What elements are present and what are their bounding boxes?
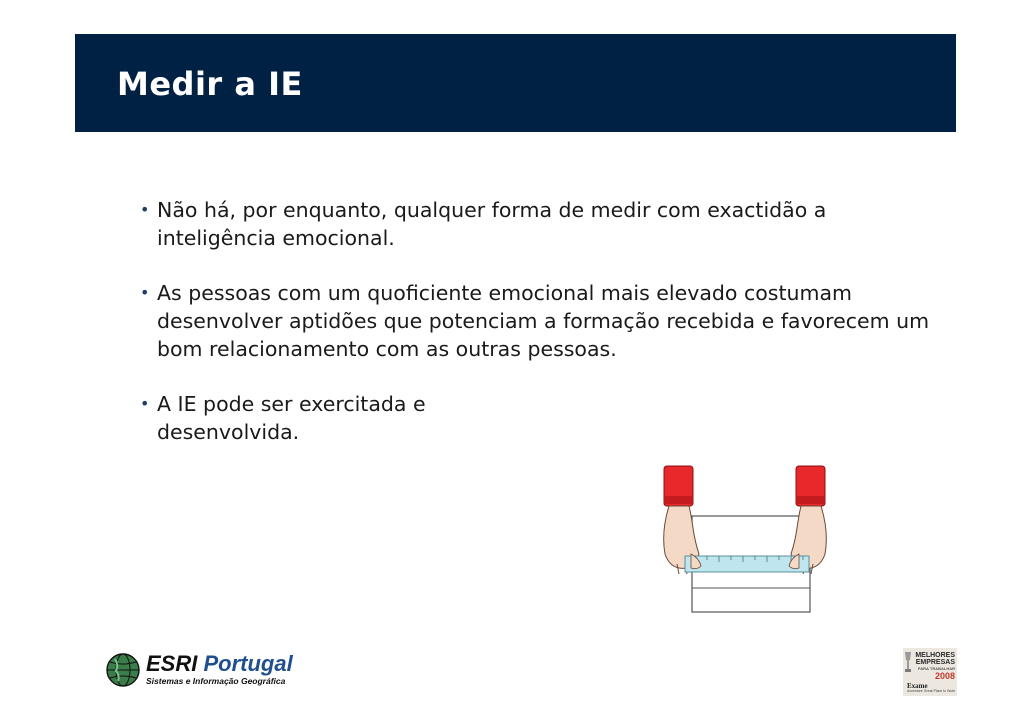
- bullet-item: [140, 279, 930, 363]
- trophy-icon: [904, 650, 912, 674]
- bullet-dot: •: [140, 394, 150, 413]
- bullet-dot: •: [140, 283, 150, 302]
- bullet-list: [140, 196, 930, 473]
- title-bar: [75, 34, 956, 132]
- logo-portugal-text: Portugal: [203, 651, 293, 676]
- bullet-text: Não há, por enquanto, qualquer forma de medir com exactidão a inteligência emocional.: [157, 198, 827, 250]
- award-badge: [903, 648, 957, 696]
- award-year: 2008: [934, 671, 955, 681]
- logo-esri-text: ESRI: [146, 651, 198, 676]
- award-line-2: EMPRESAS: [915, 659, 955, 666]
- slide-title: Medir a IE: [117, 65, 303, 103]
- award-source: Exame: [907, 682, 928, 690]
- esri-portugal-logo: [106, 652, 306, 692]
- logo-wordmark: [146, 652, 293, 676]
- bullet-item: [140, 196, 930, 252]
- bullet-dot: •: [140, 200, 150, 219]
- award-line-1: MELHORES: [915, 652, 955, 659]
- bullet-text: A IE pode ser exercitada e desenvolvida.: [157, 392, 426, 444]
- bullet-item: [140, 390, 517, 446]
- logo-tagline: Sistemas e Informação Geográfica: [146, 676, 286, 686]
- award-line-3: PARA TRABALHAR: [917, 666, 955, 671]
- globe-icon: [106, 653, 140, 687]
- bullet-text: As pessoas com um quoficiente emocional mais elevado costumam desenvolver aptidões que potenciam a formação recebida e favorecem um bom relacionamento com as outras pessoas.: [157, 281, 930, 361]
- hands-measuring-with-ruler-illustration: [655, 462, 835, 624]
- award-source-sub: Accenture Great Place to Work: [907, 689, 956, 693]
